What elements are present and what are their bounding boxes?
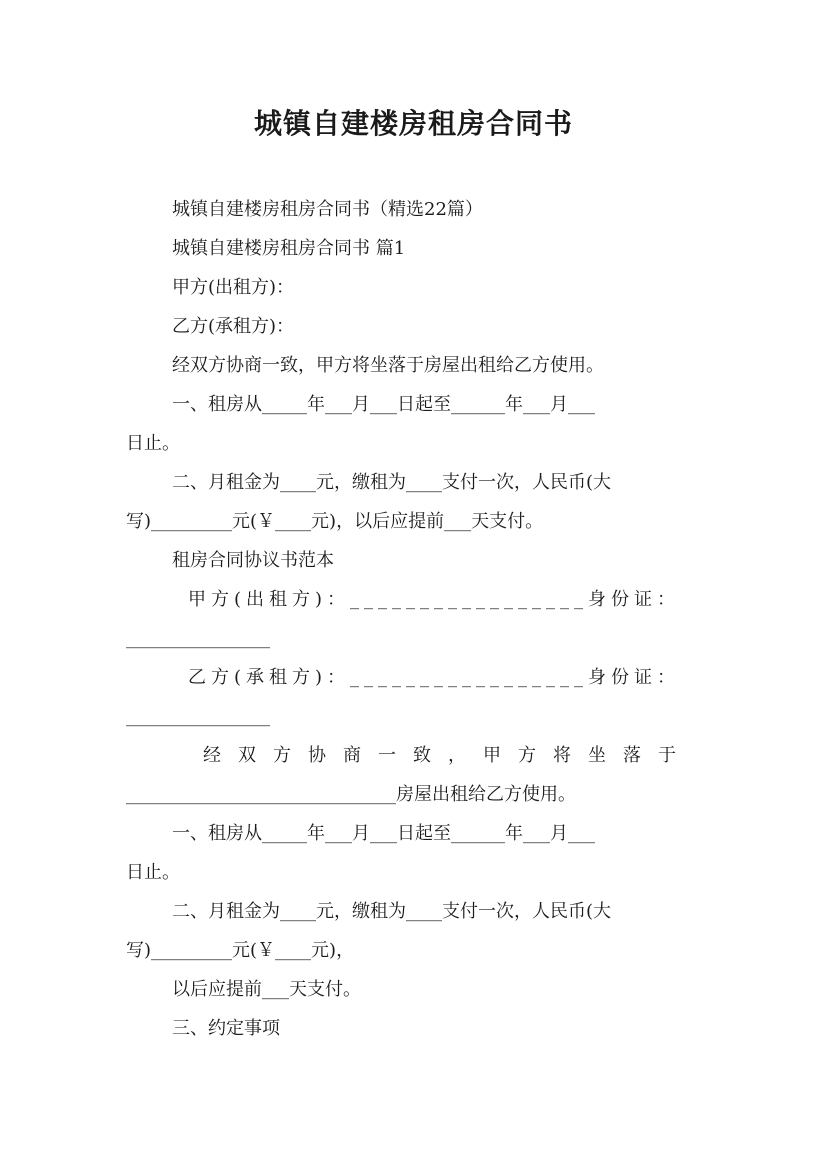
id-blank-line: ________________	[126, 628, 270, 649]
party-b-line: 乙方(承租方)：	[172, 316, 295, 337]
clause-two-line: 二、月租金为____元，缴租为____支付一次，人民币(大	[172, 472, 612, 493]
id-blank-line: ________________	[126, 706, 270, 727]
paragraph-line: ______________________________房屋出租给乙方使用。	[126, 784, 576, 805]
clause-two-end: 写)_________元(￥____元)，	[126, 940, 355, 961]
payment-line: 以后应提前___天支付。	[172, 979, 361, 1000]
clause-one-end: 日止。	[126, 433, 180, 454]
clause-one-line: 一、租房从_____年___月___日起至______年___月___	[172, 823, 595, 844]
paragraph-line: 经双方协商一致，甲方将坐落于	[203, 745, 693, 766]
clause-two-line: 二、月租金为____元，缴租为____支付一次，人民币(大	[172, 901, 612, 922]
party-b-id-line: 乙方(承租方)：_________________身份证：	[188, 667, 681, 688]
clause-one-end: 日止。	[126, 862, 180, 883]
document-title: 城镇自建楼房租房合同书	[253, 107, 573, 140]
party-a-id-line: 甲方(出租方)：_________________身份证：	[188, 589, 681, 610]
clause-two-end: 写)_________元(￥____元)，以后应提前___天支付。	[126, 511, 544, 532]
section-heading: 三、约定事项	[172, 1018, 280, 1039]
party-a-line: 甲方(出租方)：	[172, 277, 295, 298]
clause-one-line: 一、租房从_____年___月___日起至______年___月___	[172, 394, 595, 415]
section-heading: 城镇自建楼房租房合同书 篇1	[172, 238, 406, 259]
section-heading: 租房合同协议书范本	[172, 550, 334, 571]
subtitle-line: 城镇自建楼房租房合同书（精选22篇）	[172, 199, 483, 220]
paragraph-line: 经双方协商一致，甲方将坐落于房屋出租给乙方使用。	[172, 355, 604, 376]
